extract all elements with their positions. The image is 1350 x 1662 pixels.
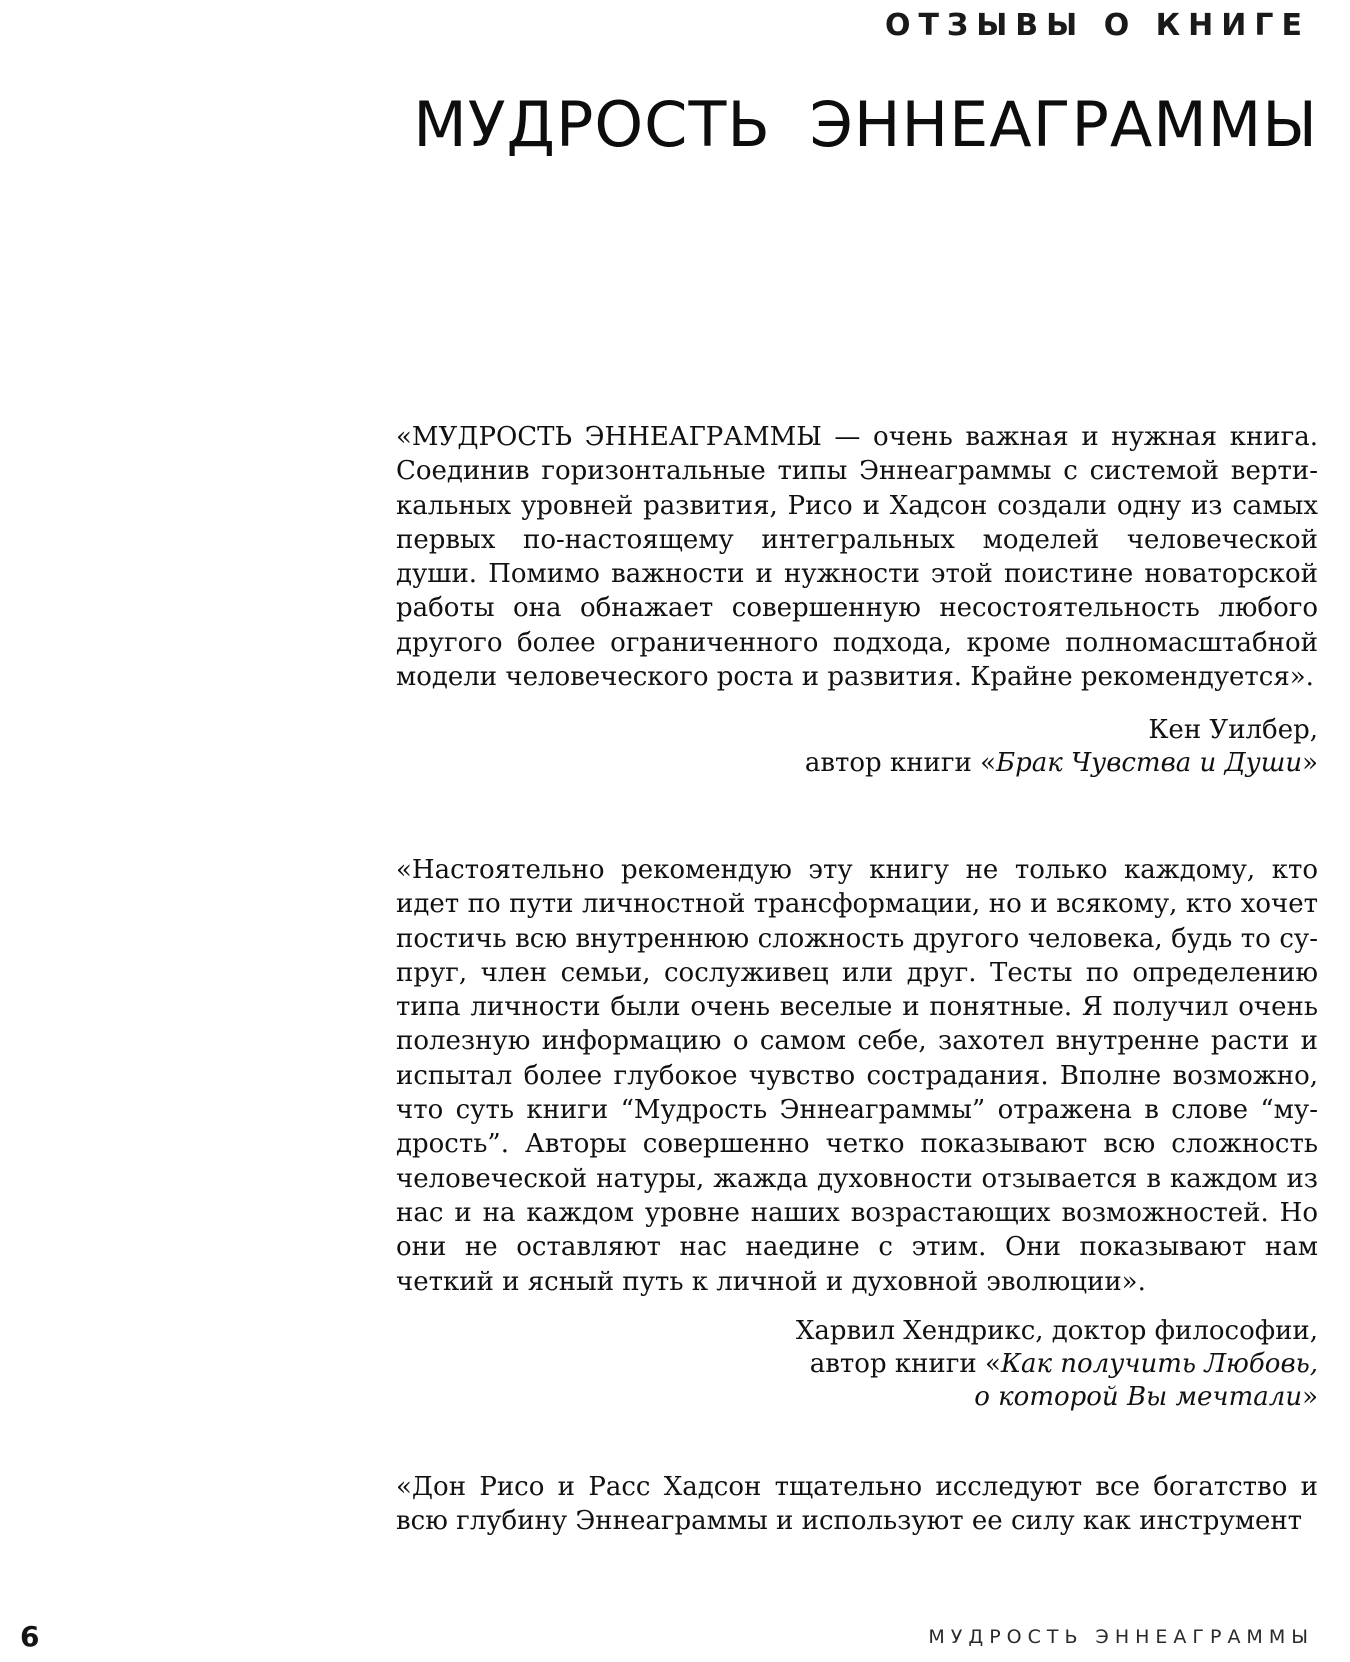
source-book-title: Брак Чувства и Души <box>996 748 1303 779</box>
review-source-continued <box>396 1381 1318 1414</box>
review-text: «Настоятельно рекомендую эту книгу не только каждому, кто идет по пути личностной трансформации, но и всякому, кто хочет постичь всю внутреннюю сложность другого человека, будь то супруг, член семьи, сослуживец или друг. Тесты по определению типа личности были очень веселые и понятные. Я получил очень полезную информацию о самом себе, захотел внутренне расти и испытал более глубокое чувство сострадания. Вполне возможно, что суть книги “Мудрость Эннеаграммы” отражена в слове “мудрость”. Авторы совершенно четко показывают всю сложность человеческой натуры, жажда духовности отзывается в каждом из нас и на каждом уровне наших возрастающих возможностей. Но они не оставляют нас наедине с этим. Они показывают нам четкий и ясный путь к личной и духовной эволюции». <box>396 855 1318 1297</box>
review-wilber <box>396 420 1318 780</box>
source-suffix: » <box>1302 1381 1318 1412</box>
review-text: «МУДРОСТЬ ЭННЕАГРАММЫ — очень важная и нужная книга. Соединив горизонтальные типы Эннеаграммы с системой вертикальных уровней развития, Рисо и Хадсон создали одну из самых первых по-настоящему интегральных моделей человеческой души. Помимо важности и нужности этой поистине новаторской работы она обнажает совершенную несостоятельность любого другого более ограниченного подхода, кроме полномасштабной модели человеческого роста и развития. Крайне рекомендуется». <box>396 422 1318 693</box>
review-source <box>396 1348 1318 1381</box>
review-source <box>396 747 1318 780</box>
review-text: «Дон Рисо и Расс Хадсон тщательно исследуют все богатство и всю глубину Эннеаграммы и используют ее силу как инструмент <box>396 1472 1318 1537</box>
review-author: Харвил Хендрикс, доктор философии, <box>795 1315 1318 1346</box>
page-title: МУДРОСТЬ ЭННЕАГРАММЫ <box>413 88 1318 161</box>
review-attribution <box>396 714 1318 780</box>
section-label: ОТЗЫВЫ О КНИГЕ <box>884 8 1310 43</box>
review-riso-hudson <box>396 1470 1318 1539</box>
source-suffix: » <box>1302 748 1318 779</box>
source-book-title: Как получить Любовь, <box>1000 1348 1318 1379</box>
review-author: Кен Уилбер, <box>1148 715 1318 746</box>
page-number: 6 <box>20 1620 40 1653</box>
source-book-title: о которой Вы мечтали <box>974 1381 1303 1412</box>
review-hendrix <box>396 853 1318 1414</box>
running-title: МУДРОСТЬ ЭННЕАГРАММЫ <box>928 1626 1314 1648</box>
source-prefix: автор книги « <box>809 1348 1001 1379</box>
review-attribution <box>396 1315 1318 1414</box>
source-prefix: автор книги « <box>804 748 996 779</box>
